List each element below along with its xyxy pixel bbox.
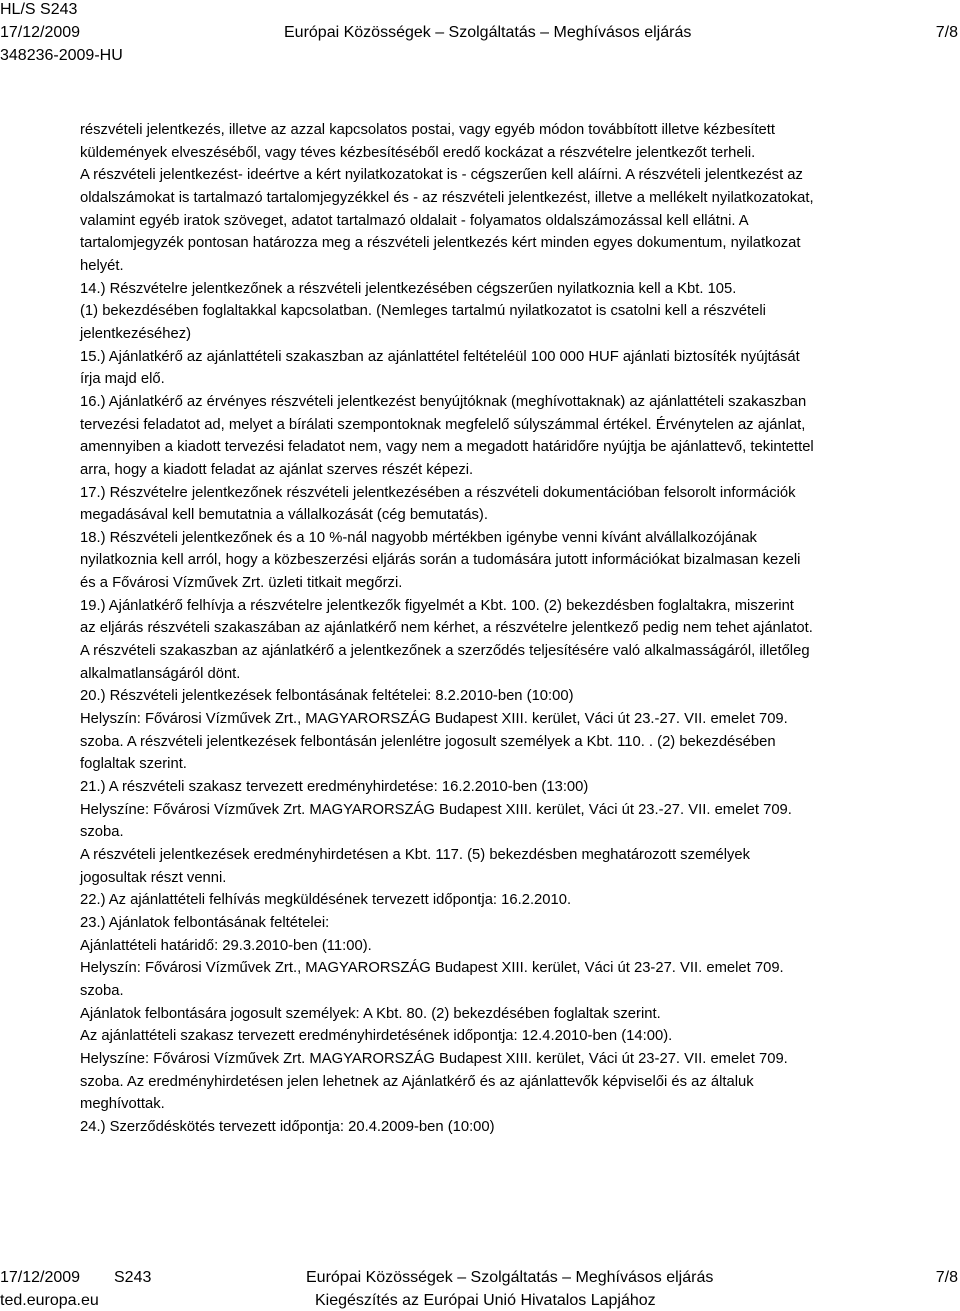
body-line: 18.) Részvételi jelentkezőnek és a 10 %-nál nagyobb mértékben igénybe venni kívánt alvállalkozójának bbox=[80, 529, 757, 546]
body-line: szoba. A részvételi jelentkezések felbontásán jelenlétre jogosult személyek a Kbt. 110. . (2) bekezdésében bbox=[80, 733, 776, 750]
body-line: írja majd elő. bbox=[80, 371, 165, 388]
body-line: jogosultak részt venni. bbox=[80, 869, 227, 886]
body-line: nyilatkoznia kell arról, hogy a közbeszerzési eljárás során a tudomására jutott információkat bizalmasan kezeli bbox=[80, 552, 801, 569]
body-line: oldalszámokat is tartalmazó tartalomjegyzékkel és - az részvételi jelentkezést, illetve a mellékelt nyilatkozatokat, bbox=[80, 189, 814, 206]
header-page-number: 7/8 bbox=[935, 24, 958, 41]
body-line: valamint egyéb iratok szöveget, adatot tartalmazó oldalait - folyamatos oldalszámozással kell ellátni. A bbox=[80, 212, 749, 229]
header-date: 17/12/2009 bbox=[0, 24, 81, 41]
footer-date: 17/12/2009 bbox=[0, 1269, 81, 1286]
body-line: 24.) Szerződéskötés tervezett időpontja: 20.4.2009-ben (10:00) bbox=[80, 1118, 495, 1135]
body-line: szoba. bbox=[80, 824, 124, 841]
footer-oj-number: S243 bbox=[114, 1269, 152, 1286]
header-series: HL/S S243 bbox=[0, 1, 78, 18]
body-line: Helyszín: Fővárosi Vízművek Zrt., MAGYARORSZÁG Budapest XIII. kerület, Váci út 23-27. VII. emelet 709. bbox=[80, 960, 784, 977]
body-line: 14.) Részvételre jelentkezőnek a részvételi jelentkezésében cégszerűen nyilatkoznia kell a Kbt. 105. bbox=[80, 280, 737, 297]
body-line: amennyiben a kiadott tervezési feladatot nem, vagy nem a megadott határidőre nyújtja be ajánlattevő, tekintettel bbox=[80, 439, 814, 456]
body-line: (1) bekezdésében foglaltakkal kapcsolatban. (Nemleges tartalmú nyilatkozatot is csatolni kell a részvételi bbox=[80, 303, 766, 320]
body-line: 22.) Az ajánlattételi felhívás megküldésének tervezett időpontja: 16.2.2010. bbox=[80, 892, 572, 909]
body-line: részvételi jelentkezés, illetve az azzal kapcsolatos postai, vagy egyéb módon továbbított illetve kézbesített bbox=[80, 122, 776, 138]
body-line: Helyszíne: Fővárosi Vízművek Zrt. MAGYARORSZÁG Budapest XIII. kerület, Váci út 23.-27. VII. emelet 709. bbox=[80, 801, 792, 818]
body-line: küldemények elveszéséből, vagy téves kézbesítéséből eredő kockázat a részvételre jelentkezőt terheli. bbox=[80, 144, 756, 161]
body-line: 20.) Részvételi jelentkezések felbontásának feltételei: 8.2.2010-ben (10:00) bbox=[80, 688, 574, 705]
body-line: Helyszín: Fővárosi Vízművek Zrt., MAGYARORSZÁG Budapest XIII. kerület, Váci út 23.-27. VII. emelet 709. bbox=[80, 711, 788, 728]
body-line: 17.) Részvételre jelentkezőnek részvételi jelentkezésében a részvételi dokumentációban felsorolt információk bbox=[80, 484, 796, 501]
footer-title: Európai Közösségek – Szolgáltatás – Meghívásos eljárás bbox=[306, 1269, 714, 1286]
header-document-number: 348236-2009-HU bbox=[0, 47, 123, 64]
body-line: meghívottak. bbox=[80, 1096, 165, 1113]
body-line: 16.) Ajánlatkérő az érvényes részvételi jelentkezést benyújtóknak (meghívottaknak) az ajánlattételi szakaszban bbox=[80, 393, 807, 410]
body-line: tervezési feladatot ad, melyet a bírálati szempontoknak megfelelő súlyszámmal értékel. Érvénytelen az ajánlat, bbox=[80, 416, 806, 433]
page-header bbox=[0, 0, 960, 70]
body-line: 21.) A részvételi szakasz tervezett eredményhirdetése: 16.2.2010-ben (13:00) bbox=[80, 779, 589, 796]
body-line: foglaltak szerint. bbox=[80, 756, 187, 773]
body-line: szoba. Az eredményhirdetésen jelen lehetnek az Ajánlatkérő és az ajánlattevők képviselői és az általuk bbox=[80, 1073, 754, 1090]
body-line: helyét. bbox=[80, 257, 124, 274]
body-line: Helyszíne: Fővárosi Vízművek Zrt. MAGYARORSZÁG Budapest XIII. kerület, Váci út 23-27. VII. emelet 709. bbox=[80, 1050, 788, 1067]
footer-subtitle: Kiegészítés az Európai Unió Hivatalos Lapjához bbox=[315, 1292, 656, 1309]
body-line: jelentkezéséhez) bbox=[80, 325, 192, 342]
footer-page-number: 7/8 bbox=[935, 1269, 958, 1286]
body-line: Ajánlattételi határidő: 29.3.2010-ben (11:00). bbox=[80, 937, 372, 954]
body-line: Ajánlatok felbontására jogosult személyek: A Kbt. 80. (2) bekezdésében foglaltak szerint. bbox=[80, 1005, 661, 1022]
body-line: Az ajánlattételi szakasz tervezett eredményhirdetésének időpontja: 12.4.2010-ben (14:00). bbox=[80, 1028, 673, 1045]
body-line: tartalomjegyzék pontosan határozza meg a részvételi jelentkezés kért minden egyes dokumentum, nyilatkozat bbox=[80, 235, 801, 252]
body-line: 23.) Ajánlatok felbontásának feltételei: bbox=[80, 914, 330, 931]
page-footer bbox=[0, 1262, 960, 1311]
body-line: szoba. bbox=[80, 982, 124, 999]
body-line: 19.) Ajánlatkérő felhívja a részvételre jelentkezők figyelmét a Kbt. 100. (2) bekezdésben foglaltakra, miszerint bbox=[80, 597, 794, 614]
body-line: A részvételi jelentkezést- ideértve a kért nyilatkozatokat is - cégszerűen kell aláírni. A részvételi jelentkezést az bbox=[80, 167, 803, 184]
document-body bbox=[80, 119, 952, 1139]
body-line: A részvételi szakaszban az ajánlatkérő a jelentkezőnek a szerződés teljesítésére való alkalmasságáról, illetőleg bbox=[80, 643, 810, 660]
body-line: 15.) Ajánlatkérő az ajánlattételi szakaszban az ajánlattétel feltételéül 100 000 HUF ajánlati biztosíték nyújtását bbox=[80, 348, 800, 365]
body-line: megadásával kell bemutatnia a vállalkozását (cég bemutatás). bbox=[80, 507, 488, 524]
body-line: alkalmatlanságáról dönt. bbox=[80, 665, 241, 682]
header-title: Európai Közösségek – Szolgáltatás – Meghívásos eljárás bbox=[284, 24, 692, 41]
body-line: arra, hogy a kiadott feladat az ajánlat szerves részét képezi. bbox=[80, 461, 474, 478]
footer-site-link[interactable]: ted.europa.eu bbox=[0, 1292, 99, 1309]
body-line: és a Fővárosi Vízművek Zrt. üzleti titkait megőrzi. bbox=[80, 575, 403, 592]
body-line: A részvételi jelentkezések eredményhirdetésen a Kbt. 117. (5) bekezdésben meghatározott személyek bbox=[80, 847, 751, 863]
body-line: az eljárás részvételi szakaszában az ajánlatkérő nem kérhet, a részvételre jelentkező pedig nem tehet ajánlatot. bbox=[80, 620, 813, 637]
